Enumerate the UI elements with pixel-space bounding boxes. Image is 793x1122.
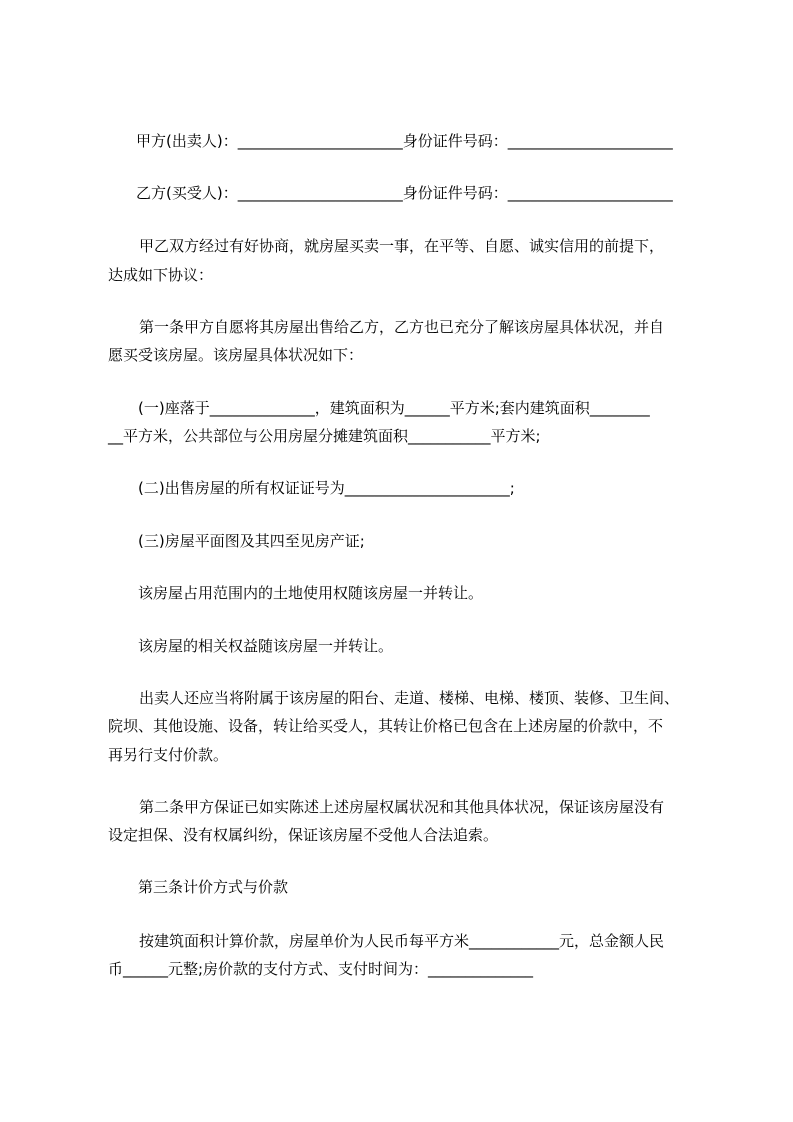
article-2-line-2: 设定担保、没有权属纠纷，保证该房屋不受他人合法追索。 <box>108 826 499 844</box>
preamble-line-2: 达成如下协议： <box>108 266 214 284</box>
clause-1-line-1: (一)座落于______________，建筑面积为______平方米;套内建筑面积________ <box>138 399 650 417</box>
rights-line: 该房屋的相关权益随该房屋一并转让。 <box>138 637 394 655</box>
appurtenance-line-2: 院坝、其他设施、设备，转让给买受人，其转让价格已包含在上述房屋的价款中，不 <box>108 717 664 735</box>
article-1-line-2: 愿买受该房屋。该房屋具体状况如下： <box>108 346 364 364</box>
appurtenance-line-1: 出卖人还应当将附属于该房屋的阳台、走道、楼梯、电梯、楼顶、装修、卫生间、 <box>139 689 680 707</box>
preamble-line-1: 甲乙双方经过有好协商，就房屋买卖一事，在平等、自愿、诚实信用的前提下， <box>139 237 665 255</box>
article-1-line-1: 第一条甲方自愿将其房屋出售给乙方，乙方也已充分了解该房屋具体状况，并自 <box>139 318 665 336</box>
price-line-2: 币______元整;房价款的支付方式、支付时间为：______________ <box>108 960 534 978</box>
clause-3-line: (三)房屋平面图及其四至见房产证; <box>138 532 365 550</box>
article-2-line-1: 第二条甲方保证已如实陈述上述房屋权属状况和其他具体状况，保证该房屋没有 <box>139 798 665 816</box>
appurtenance-line-3: 再另行支付价款。 <box>108 746 229 764</box>
clause-1-line-2: __平方米，公共部位与公用房屋分摊建筑面积___________平方米; <box>108 427 541 445</box>
land-use-line: 该房屋占用范围内的土地使用权随该房屋一并转让。 <box>138 584 484 602</box>
article-3-heading: 第三条计价方式与价款 <box>138 878 289 896</box>
price-line-1: 按建筑面积计算价款，房屋单价为人民币每平方米____________元，总金额人民 <box>139 932 665 950</box>
party-b-line: 乙方(买受人)：______________________身份证件号码：______________________ <box>136 184 673 202</box>
clause-2-line: (二)出售房屋的所有权证证号为______________________; <box>138 479 515 497</box>
party-a-line: 甲方(出卖人)：______________________身份证件号码：______________________ <box>136 132 673 150</box>
